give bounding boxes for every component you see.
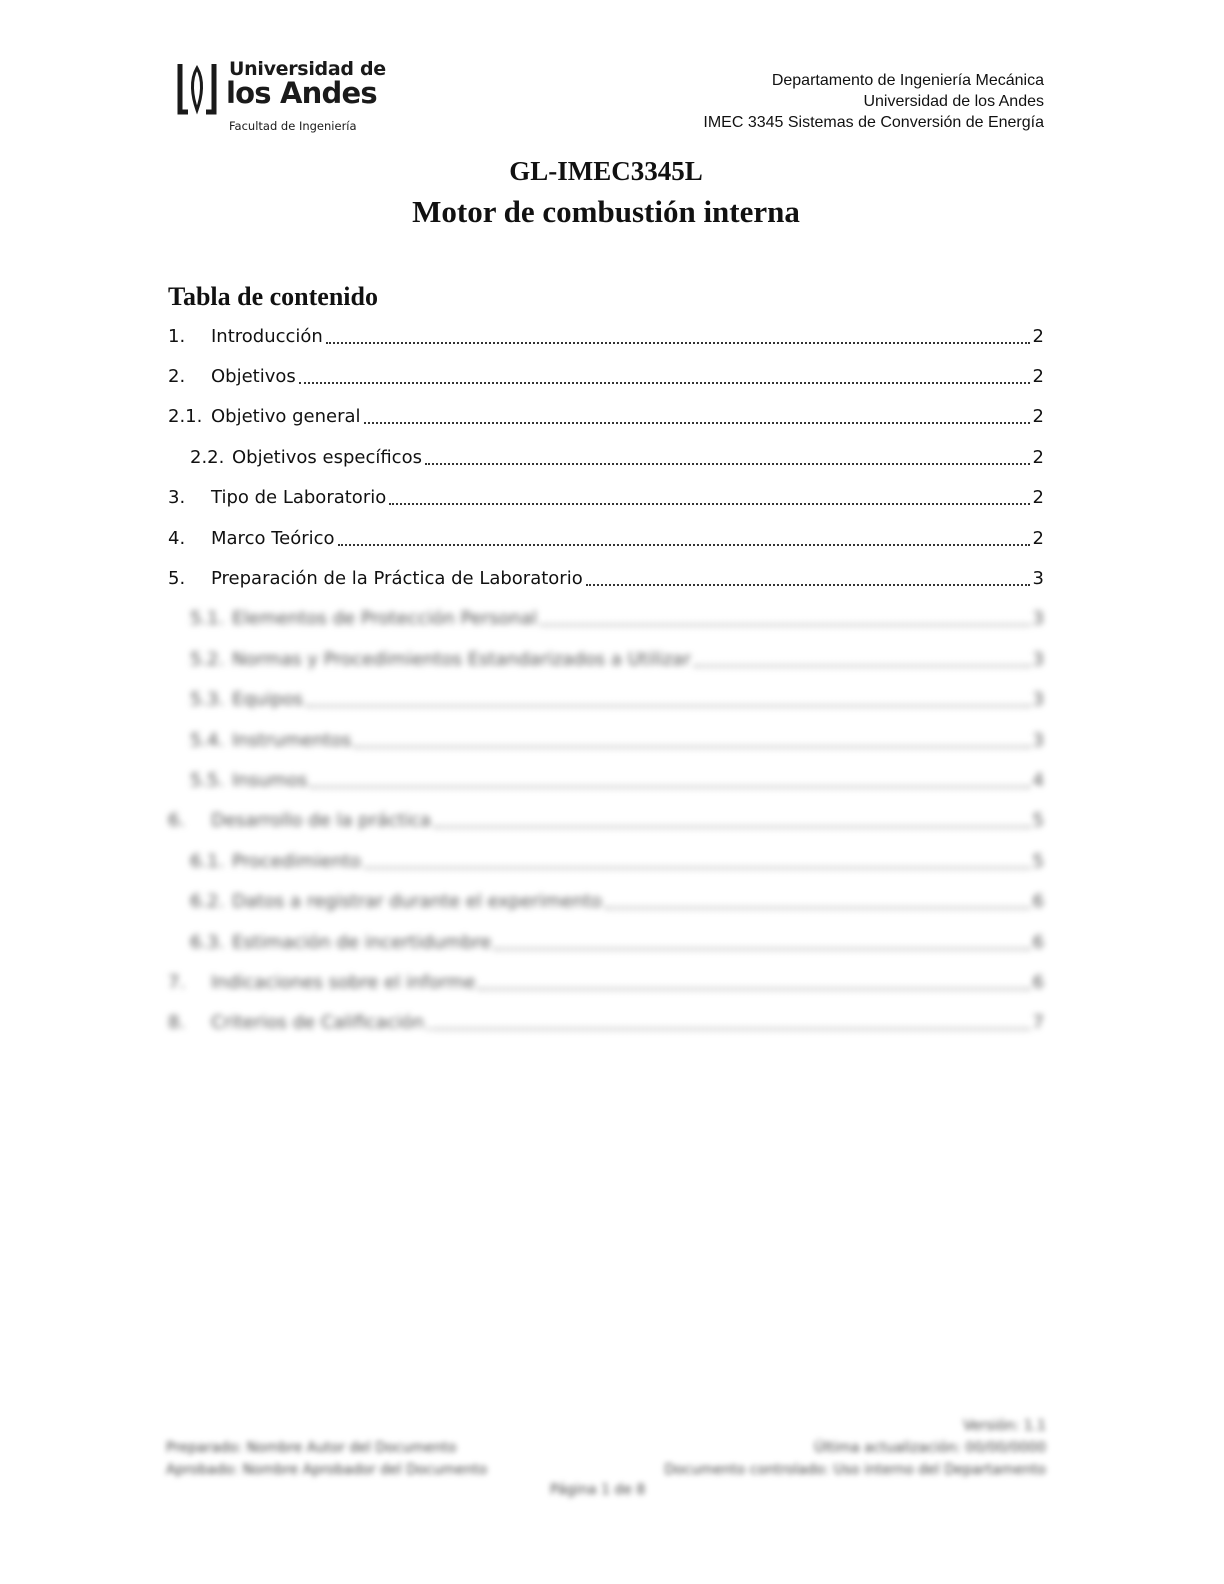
toc-entry[interactable] [168, 881, 1044, 921]
toc-entry-label: Procedimiento [232, 850, 362, 872]
toc-entry-label: Insumos [232, 769, 308, 791]
toc-entry[interactable] [168, 962, 1044, 1002]
toc-entry[interactable] [168, 356, 1044, 396]
document-code: GL-IMEC3345L [509, 156, 703, 186]
toc-entry-page: 6 [1032, 971, 1044, 993]
toc-entry-page: 5 [1032, 850, 1044, 872]
toc-entry-page: 3 [1032, 568, 1044, 590]
footer-controlled-doc: Documento controlado: Uso interno del Departamento [664, 1462, 1046, 1478]
toc-dot-leader [299, 381, 1030, 384]
department-name: Departamento de Ingeniería Mecánica [771, 72, 1044, 89]
toc-entry-page: 2 [1032, 406, 1044, 428]
toc-entry-number: 6.1. [190, 850, 225, 872]
logo-text-line2: los Andes [226, 76, 377, 110]
toc-entry-number: 5.4. [190, 729, 225, 751]
toc-entry-number: 5.1. [190, 608, 225, 630]
toc-dot-leader [389, 502, 1029, 505]
toc-entry[interactable] [168, 801, 1044, 841]
toc-dot-leader [494, 947, 1029, 950]
toc-dot-leader [364, 421, 1030, 424]
toc-entry-number: 5.3. [190, 689, 225, 711]
toc-entry-number: 8. [168, 1012, 186, 1034]
toc-entry-page: 3 [1032, 729, 1044, 751]
footer-approved-by: Aprobado: Nombre Aprobador del Documento [166, 1462, 488, 1478]
toc-entry-page: 3 [1032, 608, 1044, 630]
university-name: Universidad de los Andes [863, 93, 1044, 110]
toc-entry[interactable] [168, 518, 1044, 558]
toc-dot-leader [586, 583, 1030, 586]
toc-entry-label: Desarrollo de la práctica [211, 810, 431, 832]
toc-dot-leader [338, 543, 1030, 546]
toc-entry-label: Datos a registrar durante el experimento [232, 891, 603, 913]
toc-entry-number: 1. [168, 325, 186, 347]
toc-entry-label: Normas y Procedimientos Estandarizados a Utilizar [232, 648, 691, 670]
toc-entry-label: Preparación de la Práctica de Laboratorio [211, 568, 583, 590]
toc-entry-label: Marco Teórico [211, 527, 335, 549]
footer-last-update: Última actualización: 00/00/0000 [814, 1440, 1046, 1456]
toc-entry[interactable] [168, 922, 1044, 962]
toc-dot-leader [694, 664, 1030, 667]
toc-entry-number: 6.2. [190, 891, 225, 913]
toc-entry-number: 6. [168, 810, 186, 832]
footer-version: Versión: 1.1 [963, 1418, 1046, 1434]
footer-prepared-by: Preparado: Nombre Autor del Documento [166, 1440, 457, 1456]
toc-entry-number: 4. [168, 527, 186, 549]
toc-entry[interactable] [168, 1003, 1044, 1043]
toc-entry[interactable] [168, 478, 1044, 518]
toc-entry-page: 2 [1032, 446, 1044, 468]
toc-entry-label: Objetivos específicos [232, 446, 422, 468]
logo-text-faculty: Facultad de Ingeniería [229, 119, 357, 133]
toc-entry-page: 2 [1032, 487, 1044, 509]
toc-entry-label: Criterios de Calificación [211, 1012, 425, 1034]
toc-dot-leader [425, 462, 1030, 465]
toc-dot-leader [540, 623, 1030, 626]
toc-entry[interactable] [168, 437, 1044, 477]
toc-dot-leader [306, 704, 1030, 707]
toc-entry-page: 2 [1032, 366, 1044, 388]
toc-entry[interactable] [168, 720, 1044, 760]
toc-dot-leader [434, 825, 1030, 828]
toc-entry-page: 3 [1032, 689, 1044, 711]
toc-entry-label: Objetivo general [211, 406, 361, 428]
university-logo [174, 58, 386, 138]
toc-entry-number: 5.2. [190, 648, 225, 670]
course-name: IMEC 3345 Sistemas de Conversión de Energía [703, 114, 1044, 131]
toc-entry[interactable] [168, 316, 1044, 356]
toc-entry-number: 3. [168, 487, 186, 509]
header-info [703, 70, 1044, 133]
toc-entry[interactable] [168, 599, 1044, 639]
toc-entry[interactable] [168, 841, 1044, 881]
toc-entry-number: 2.2. [190, 446, 225, 468]
toc-entry-number: 5. [168, 568, 186, 590]
toc-entry-number: 2.1. [168, 406, 203, 428]
toc-entry-page: 3 [1032, 648, 1044, 670]
toc-entry-label: Equipos [232, 689, 304, 711]
toc-dot-leader [605, 906, 1030, 909]
toc-entry-number: 2. [168, 366, 186, 388]
toc-entry-number: 7. [168, 971, 186, 993]
toc-entry-label: Tipo de Laboratorio [211, 487, 387, 509]
toc-entry-label: Introducción [211, 325, 323, 347]
table-of-contents [168, 316, 1044, 1043]
toc-entry[interactable] [168, 680, 1044, 720]
university-emblem-icon [174, 60, 220, 118]
footer-page-number: Página 1 de 8 [550, 1482, 646, 1498]
toc-dot-leader [478, 987, 1029, 990]
toc-entry-page: 2 [1032, 325, 1044, 347]
toc-entry[interactable] [168, 558, 1044, 598]
toc-entry-label: Instrumentos [232, 729, 352, 751]
page-footer [166, 1412, 1046, 1502]
toc-heading: Tabla de contenido [168, 282, 378, 311]
toc-entry-page: 2 [1032, 527, 1044, 549]
toc-entry[interactable] [168, 760, 1044, 800]
toc-entry-page: 7 [1032, 1012, 1044, 1034]
toc-entry-number: 5.5. [190, 769, 225, 791]
toc-entry-label: Estimación de incertidumbre [232, 931, 492, 953]
toc-dot-leader [326, 341, 1030, 344]
toc-dot-leader [427, 1027, 1030, 1030]
toc-entry-page: 5 [1032, 810, 1044, 832]
toc-entry-label: Objetivos [211, 366, 296, 388]
toc-dot-leader [310, 785, 1029, 788]
toc-entry[interactable] [168, 397, 1044, 437]
toc-entry-page: 6 [1032, 931, 1044, 953]
logo-text-line1: Universidad de [229, 58, 386, 80]
toc-entry-page: 6 [1032, 891, 1044, 913]
toc-entry-label: Indicaciones sobre el informe [211, 971, 476, 993]
toc-dot-leader [364, 866, 1030, 869]
document-title: Motor de combustión interna [412, 194, 800, 229]
toc-entry-label: Elementos de Protección Personal [232, 608, 537, 630]
toc-entry-number: 6.3. [190, 931, 225, 953]
toc-entry[interactable] [168, 639, 1044, 679]
toc-entry-page: 4 [1032, 769, 1044, 791]
toc-dot-leader [354, 745, 1029, 748]
